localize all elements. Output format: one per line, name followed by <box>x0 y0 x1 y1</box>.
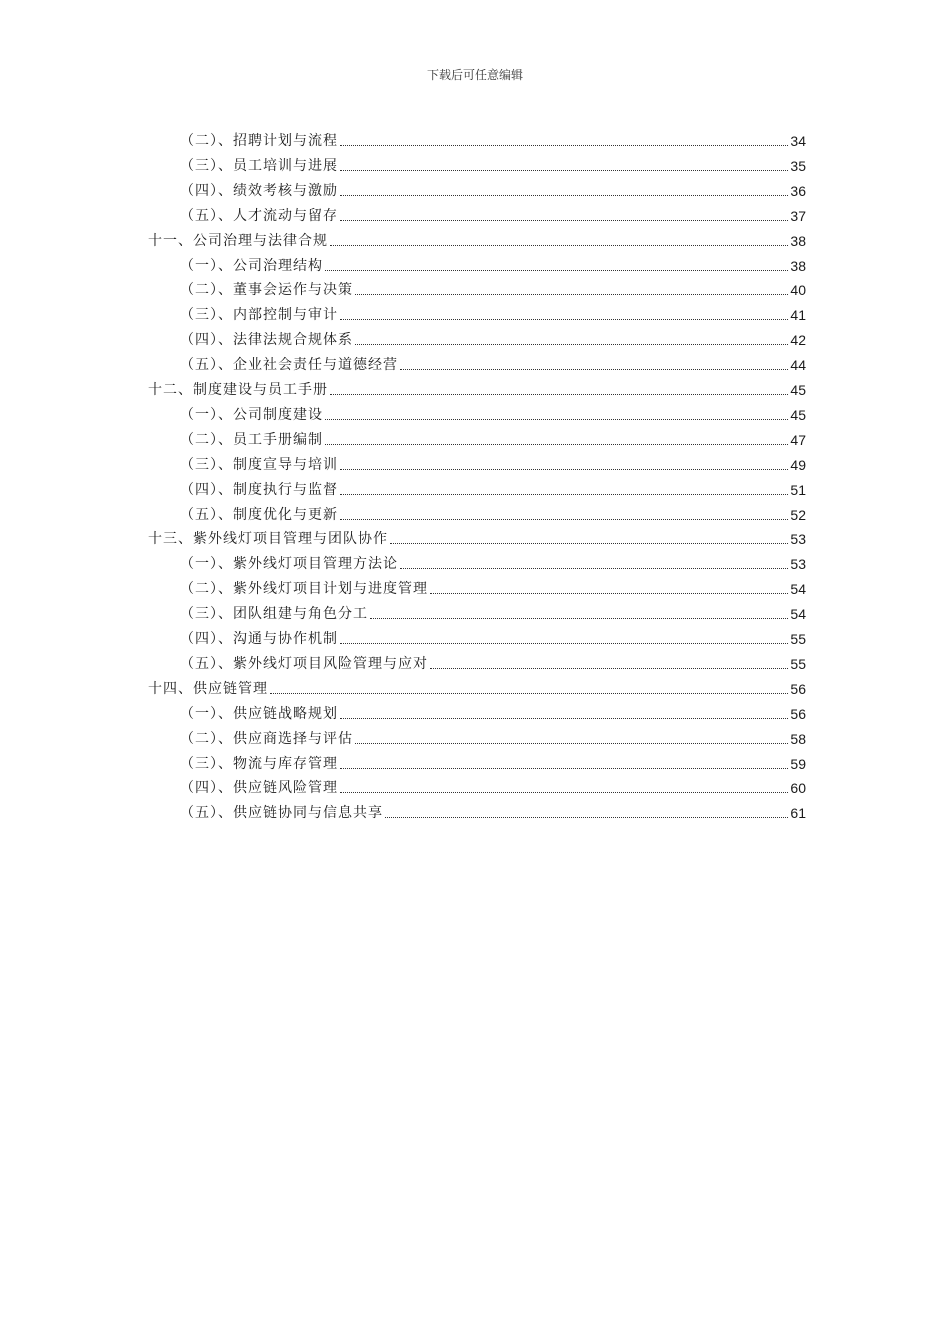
toc-chapter[interactable] <box>148 673 806 698</box>
toc-entry-page: 45 <box>790 382 806 398</box>
toc-entry-title: （四）、供应链风险管理 <box>180 780 338 797</box>
toc-entry[interactable] <box>180 399 806 424</box>
toc-entry[interactable] <box>180 299 806 324</box>
toc-chapter[interactable] <box>148 225 806 250</box>
toc-entry[interactable] <box>180 548 806 573</box>
toc-entry[interactable] <box>180 797 806 822</box>
toc-entry-title: 十四、供应链管理 <box>148 680 268 697</box>
toc-entry-title: （五）、人才流动与留存 <box>180 207 338 224</box>
toc-entry-page: 56 <box>790 680 806 697</box>
toc-leader-dots <box>340 767 788 769</box>
toc-entry-title: （二）、紫外线灯项目计划与进度管理 <box>180 581 428 598</box>
toc-entry-page: 40 <box>790 282 806 299</box>
toc-entry-title: （二）、招聘计划与流程 <box>180 133 338 149</box>
toc-entry[interactable] <box>180 250 806 275</box>
toc-entry-page: 38 <box>790 232 806 249</box>
toc-leader-dots <box>340 318 788 320</box>
toc-entry-title: （一）、公司制度建设 <box>180 406 323 423</box>
toc-entry[interactable] <box>180 698 806 723</box>
toc-entry-page: 54 <box>790 581 806 598</box>
toc-entry-title: （一）、公司治理结构 <box>180 257 323 274</box>
toc-leader-dots <box>340 219 788 221</box>
toc-entry-title: （二）、员工手册编制 <box>180 431 323 448</box>
toc-entry-title: 十一、公司治理与法律合规 <box>148 232 328 249</box>
toc-leader-dots <box>385 816 788 818</box>
toc-entry-page: 42 <box>790 332 806 349</box>
toc-entry-title: （三）、内部控制与审计 <box>180 307 338 324</box>
page-header: 下载后可任意编辑 <box>426 68 523 82</box>
toc-entry-page: 60 <box>790 780 806 797</box>
toc-entry-page: 44 <box>790 357 806 374</box>
toc-entry[interactable] <box>180 499 806 524</box>
toc-entry-page: 51 <box>790 481 806 498</box>
toc-entry[interactable] <box>180 424 806 449</box>
toc-entry[interactable] <box>180 723 806 748</box>
toc-leader-dots <box>340 493 788 495</box>
toc-entry[interactable] <box>180 573 806 598</box>
toc-leader-dots <box>340 717 788 719</box>
toc-entry-page: 54 <box>790 606 806 623</box>
toc-entry[interactable] <box>180 748 806 773</box>
toc-entry-page: 53 <box>790 556 806 573</box>
toc-leader-dots <box>340 144 788 146</box>
toc-entry-page: 61 <box>790 805 806 822</box>
toc-leader-dots <box>340 791 788 793</box>
toc-entry-page: 52 <box>790 506 806 523</box>
toc-leader-dots <box>340 468 788 470</box>
toc-chapter[interactable] <box>148 374 806 399</box>
toc-entry-page: 37 <box>790 207 806 224</box>
toc-leader-dots <box>400 567 788 569</box>
toc-entry-title: （五）、供应链协同与信息共享 <box>180 805 383 822</box>
toc-leader-dots <box>330 393 788 395</box>
toc-entry[interactable] <box>180 474 806 499</box>
toc-leader-dots <box>430 592 788 594</box>
toc-leader-dots <box>390 542 788 544</box>
toc-entry-page: 55 <box>790 655 806 672</box>
toc-entry-page: 36 <box>790 182 806 199</box>
toc-entry-page: 38 <box>790 257 806 274</box>
toc-leader-dots <box>330 244 788 246</box>
toc-entry-title: （五）、企业社会责任与道德经营 <box>180 357 398 374</box>
toc-leader-dots <box>325 418 788 420</box>
toc-entry-page: 53 <box>790 531 806 548</box>
toc-entry-page: 59 <box>790 755 806 772</box>
toc-entry[interactable] <box>180 648 806 673</box>
toc-entry[interactable] <box>180 200 806 225</box>
toc-entry[interactable] <box>180 150 806 175</box>
toc-entry-title: （五）、紫外线灯项目风险管理与应对 <box>180 655 428 672</box>
toc-entry[interactable] <box>180 274 806 299</box>
toc-chapter[interactable] <box>148 523 806 548</box>
toc-entry-page: 58 <box>790 730 806 747</box>
toc-leader-dots <box>340 518 788 520</box>
toc-entry-title: （三）、员工培训与进展 <box>180 157 338 174</box>
toc-entry-title: （二）、董事会运作与决策 <box>180 282 353 299</box>
toc-entry[interactable] <box>180 175 806 200</box>
toc-entry[interactable] <box>180 125 806 150</box>
toc-entry-page: 34 <box>790 133 806 149</box>
toc-entry-title: （五）、制度优化与更新 <box>180 506 338 523</box>
toc-entry-title: （四）、沟通与协作机制 <box>180 631 338 647</box>
toc-leader-dots <box>325 269 788 271</box>
toc-leader-dots <box>355 293 788 295</box>
toc-entry-page: 49 <box>790 456 806 473</box>
toc-leader-dots <box>400 368 788 370</box>
toc-entry-page: 45 <box>790 406 806 423</box>
toc-entry[interactable] <box>180 623 806 648</box>
toc-leader-dots <box>325 443 788 445</box>
toc-entry-title: （一）、紫外线灯项目管理方法论 <box>180 556 398 573</box>
toc-entry-title: （四）、绩效考核与激励 <box>180 182 338 199</box>
toc-leader-dots <box>340 169 788 171</box>
toc-entry[interactable] <box>180 598 806 623</box>
toc-entry-title: 十三、紫外线灯项目管理与团队协作 <box>148 531 388 548</box>
toc-entry-title: （四）、制度执行与监督 <box>180 481 338 498</box>
toc-leader-dots <box>270 692 788 694</box>
toc-entry-title: （二）、供应商选择与评估 <box>180 730 353 747</box>
toc-entry-title: （四）、法律法规合规体系 <box>180 332 353 349</box>
toc-entry-page: 41 <box>790 307 806 324</box>
toc-leader-dots <box>430 667 788 669</box>
toc-leader-dots <box>340 642 788 644</box>
toc-entry-title: （一）、供应链战略规划 <box>180 705 338 722</box>
toc-entry[interactable] <box>180 772 806 797</box>
toc-entry-title: （三）、物流与库存管理 <box>180 755 338 772</box>
toc-leader-dots <box>355 742 788 744</box>
toc-entry-page: 35 <box>790 157 806 174</box>
toc-entry[interactable] <box>180 349 806 374</box>
toc-entry-title: （三）、团队组建与角色分工 <box>180 606 368 623</box>
toc-entry-title: 十二、制度建设与员工手册 <box>148 382 328 398</box>
toc-entry[interactable] <box>180 449 806 474</box>
toc-entry-page: 47 <box>790 431 806 448</box>
toc-entry-title: （三）、制度宣导与培训 <box>180 456 338 473</box>
toc-entry[interactable] <box>180 324 806 349</box>
toc-leader-dots <box>355 343 788 345</box>
toc-entry-page: 55 <box>790 631 806 647</box>
toc-leader-dots <box>340 194 788 196</box>
toc-entry-page: 56 <box>790 705 806 722</box>
toc-leader-dots <box>370 617 788 619</box>
